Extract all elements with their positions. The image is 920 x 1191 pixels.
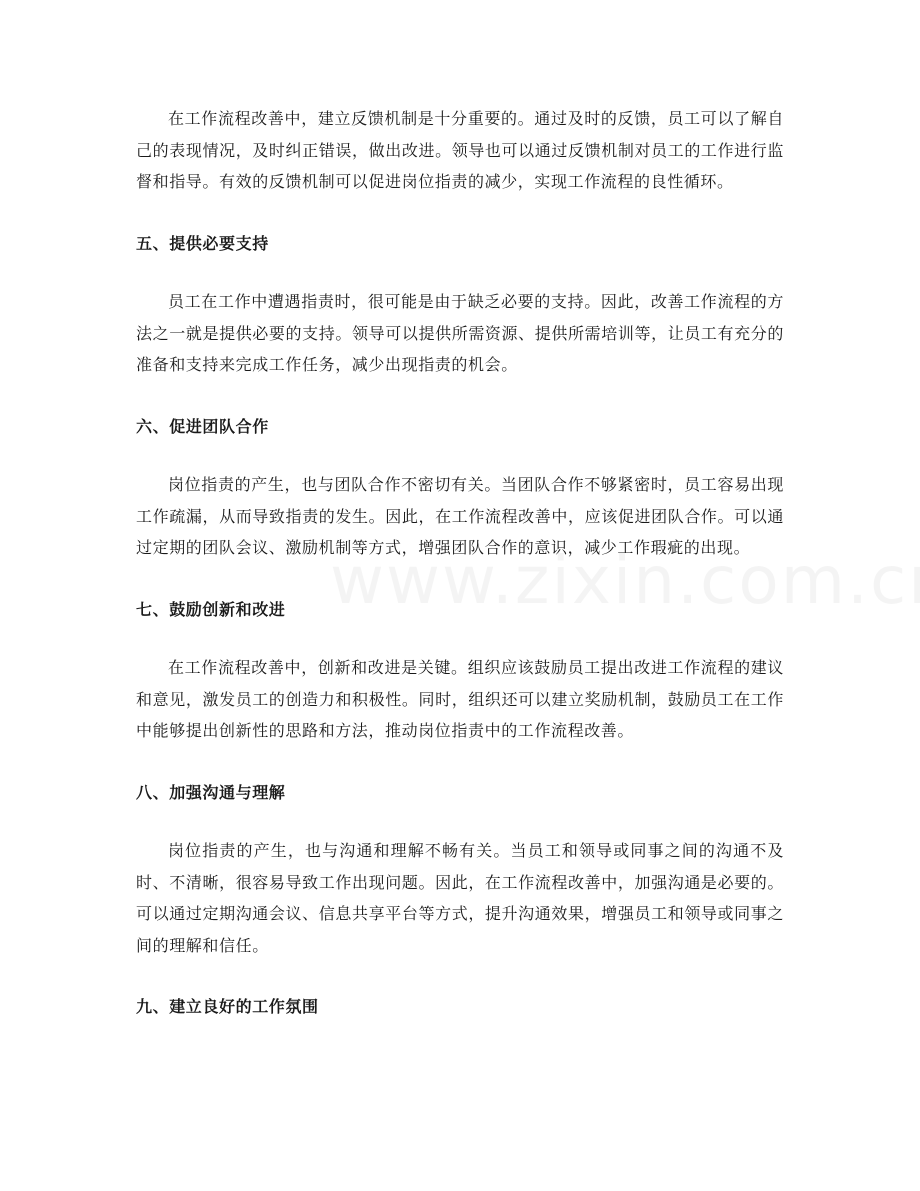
heading-team-cooperation: 六、促进团队合作: [136, 416, 269, 436]
paragraph-communication: 岗位指责的产生，也与沟通和理解不畅有关。当员工和领导或同事之间的沟通不及时、不清晰，很容易导致工作出现问题。因此，在工作流程改善中，加强沟通是必要的。可以通过定期沟通会议、信息共享平台等方式，提升沟通效果，增强员工和领导或同事之间的理解和信任。: [136, 841, 784, 955]
heading-work-atmosphere: 九、建立良好的工作氛围: [136, 997, 319, 1016]
watermark: [330, 542, 920, 619]
paragraph-team-cooperation: 岗位指责的产生，也与团队合作不密切有关。当团队合作不够紧密时，员工容易出现工作疏漏，从而导致指责的发生。因此，在工作流程改善中，应该促进团队合作。可以通过定期的团队会议、激励机制等方式，增强团队合作的意识，减少工作瑕疵的出现。: [136, 475, 784, 557]
paragraph-innovation: 在工作流程改善中，创新和改进是关键。组织应该鼓励员工提出改进工作流程的建议和意见，激发员工的创造力和积极性。同时，组织还可以建立奖励机制，鼓励员工在工作中能够提出创新性的思路和方法，推动岗位指责中的工作流程改善。: [136, 658, 784, 740]
heading-provide-support: 五、提供必要支持: [136, 233, 269, 253]
heading-communication: 八、加强沟通与理解: [136, 782, 286, 802]
paragraph-provide-support: 员工在工作中遭遇指责时，很可能是由于缺乏必要的支持。因此，改善工作流程的方法之一就是提供必要的支持。领导可以提供所需资源、提供所需培训等，让员工有充分的准备和支持来完成工作任务，减少出现指责的机会。: [136, 292, 784, 374]
heading-innovation: 七、鼓励创新和改进: [136, 599, 286, 619]
paragraph-feedback-mechanism: 在工作流程改善中，建立反馈机制是十分重要的。通过及时的反馈，员工可以了解自己的表现情况，及时纠正错误，做出改进。领导也可以通过反馈机制对员工的工作进行监督和指导。有效的反馈机制可以促进岗位指责的减少，实现工作流程的良性循环。: [136, 109, 784, 191]
